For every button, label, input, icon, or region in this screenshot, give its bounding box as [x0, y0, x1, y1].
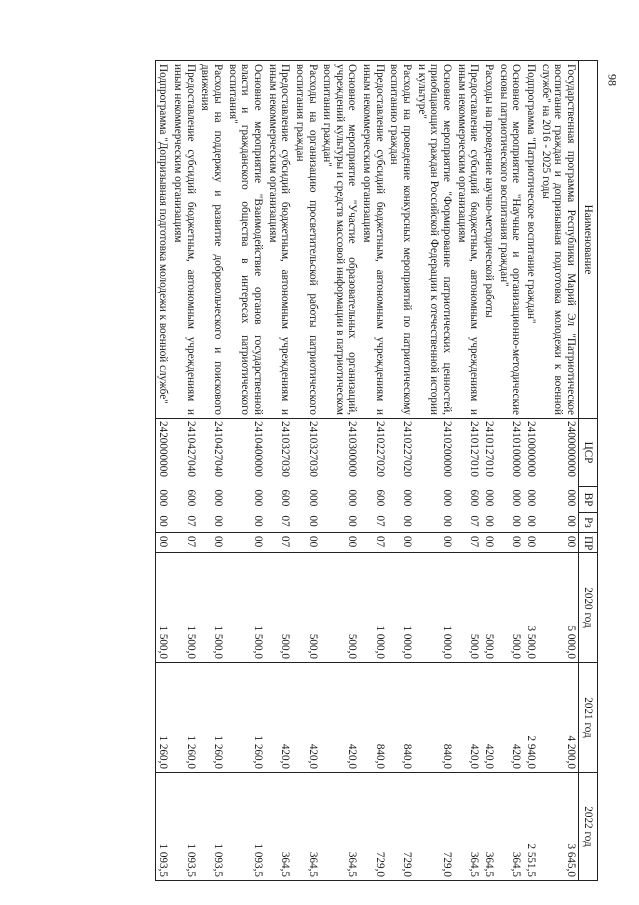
row-pr: 00	[414, 533, 454, 553]
row-csr: 2410200000	[441, 421, 454, 477]
row-vr: 000	[510, 489, 523, 507]
table-row	[320, 61, 360, 881]
row-value-2020: 1 500,0	[198, 553, 225, 663]
row-vr: 000	[211, 489, 224, 507]
row-vr: 600	[468, 489, 481, 507]
header-2020: 2020 год	[579, 553, 598, 663]
row-vr: 000	[346, 489, 359, 507]
row-pr: 00	[496, 533, 523, 553]
row-name: Расходы на проведение конкурсных мероприятий по патриотическому воспитанию граждан	[387, 61, 414, 419]
row-value-2021: 840,0	[360, 663, 387, 773]
row-value-2021: 420,0	[292, 663, 319, 773]
row-vr: 000	[441, 489, 454, 507]
row-value-2021: 1 260,0	[170, 663, 197, 773]
row-value-2020: 500,0	[496, 553, 523, 663]
row-pr: 07	[170, 533, 197, 553]
row-value-2022: 1 093,5	[170, 773, 197, 881]
row-rz: 00	[510, 515, 523, 527]
row-rz: 07	[279, 515, 292, 527]
row-name: Предоставление субсидий бюджетным, автономным учреждениям и иным некоммерческим организациям	[170, 61, 197, 419]
table-row	[454, 61, 481, 881]
header-pr: ПР	[579, 533, 598, 553]
table-row	[198, 61, 225, 881]
row-vr: 000	[306, 489, 319, 507]
row-value-2020: 500,0	[454, 553, 481, 663]
table-row	[360, 61, 387, 881]
table-body	[155, 61, 578, 881]
row-pr: 00	[225, 533, 265, 553]
budget-table	[155, 60, 598, 881]
row-pr: 00	[292, 533, 319, 553]
row-rz: 00	[483, 515, 496, 527]
row-rz: 07	[468, 515, 481, 527]
row-rz: 00	[155, 513, 170, 533]
row-value-2021: 4 200,0	[538, 663, 578, 773]
row-rz: 00	[441, 515, 454, 527]
row-value-2020: 1 000,0	[360, 553, 387, 663]
row-name: Основное мероприятие "Научные и организационно-методические основы патриотического воспитания граждан"	[496, 61, 523, 419]
row-csr: 2400000000	[565, 421, 577, 477]
row-pr: 07	[454, 533, 481, 553]
row-vr: 000	[483, 489, 496, 507]
row-value-2021: 1 260,0	[155, 663, 170, 773]
table-row	[538, 61, 578, 881]
row-value-2021: 420,0	[265, 663, 292, 773]
row-vr: 000	[525, 489, 538, 507]
row-csr: 2410100000	[510, 421, 523, 477]
table-row	[481, 61, 496, 881]
row-value-2020: 500,0	[265, 553, 292, 663]
row-csr: 2410300000	[346, 421, 359, 477]
row-value-2021: 420,0	[320, 663, 360, 773]
table-row	[387, 61, 414, 881]
header-name: Наименование	[579, 61, 598, 419]
row-rz: 07	[373, 515, 386, 527]
row-value-2020: 500,0	[481, 553, 496, 663]
header-csr: ЦСР	[579, 419, 598, 487]
row-name: Основное мероприятие "Взаимодействие органов государственной власти и гражданского общества в интересах патриотического воспитания"	[225, 61, 265, 419]
row-csr: 2410427040	[211, 421, 224, 477]
row-rz: 00	[251, 515, 264, 527]
row-value-2022: 1 093,5	[155, 773, 170, 881]
row-vr: 600	[279, 489, 292, 507]
header-vr: ВР	[579, 487, 598, 513]
row-value-2022: 364,5	[320, 773, 360, 881]
row-value-2021: 840,0	[414, 663, 454, 773]
row-csr: 2420000000	[155, 419, 170, 487]
row-name: Государственная программа Республики Марий Эл "Патриотическое воспитание граждан и допризывная подготовка молодежи к военной службе" на 2016 - 2025 годы	[538, 61, 578, 419]
row-vr: 600	[184, 489, 197, 507]
row-pr: 00	[523, 533, 538, 553]
row-value-2020: 500,0	[320, 553, 360, 663]
row-vr: 000	[251, 489, 264, 507]
row-pr: 07	[265, 533, 292, 553]
row-name: Основное мероприятие "Участие образовательных организаций, учреждений культуры и средств массовой информации в патриотическом воспитании граждан"	[320, 61, 360, 419]
row-value-2022: 364,5	[265, 773, 292, 881]
row-rz: 07	[184, 515, 197, 527]
row-csr: 2410400000	[251, 421, 264, 477]
row-pr: 00	[481, 533, 496, 553]
row-value-2022: 1 093,5	[225, 773, 265, 881]
table-row	[523, 61, 538, 881]
row-value-2020: 500,0	[292, 553, 319, 663]
row-rz: 00	[565, 515, 577, 527]
row-vr: 000	[565, 489, 577, 507]
row-rz: 00	[306, 515, 319, 527]
row-rz: 00	[525, 515, 538, 527]
header-2022: 2022 год	[579, 773, 598, 881]
row-value-2021: 840,0	[387, 663, 414, 773]
table-row	[155, 61, 170, 881]
row-value-2021: 1 260,0	[225, 663, 265, 773]
row-name: Подпрограмма "Допризывная подготовка молодежи к военной службе"	[155, 61, 170, 419]
row-vr: 000	[155, 487, 170, 513]
table-row	[225, 61, 265, 881]
header-rz: Рз	[579, 513, 598, 533]
table-row	[265, 61, 292, 881]
row-value-2020: 1 500,0	[155, 553, 170, 663]
row-csr: 2410227020	[401, 421, 414, 477]
row-vr: 600	[373, 489, 386, 507]
table-row	[170, 61, 197, 881]
row-name: Расходы на поддержку и развитие добровольческого и поискового движения	[198, 61, 225, 419]
row-value-2020: 3 500,0	[523, 553, 538, 663]
row-value-2022: 364,5	[481, 773, 496, 881]
row-vr: 000	[401, 489, 414, 507]
row-rz: 00	[211, 515, 224, 527]
row-pr: 07	[360, 533, 387, 553]
row-csr: 2410427040	[184, 421, 197, 477]
row-value-2022: 364,5	[292, 773, 319, 881]
row-value-2021: 2 940,0	[523, 663, 538, 773]
row-csr: 2410000000	[525, 421, 538, 477]
table-row	[292, 61, 319, 881]
row-value-2022: 364,5	[454, 773, 481, 881]
row-value-2021: 420,0	[454, 663, 481, 773]
row-value-2020: 1 000,0	[414, 553, 454, 663]
row-pr: 00	[320, 533, 360, 553]
row-csr: 2410227020	[373, 421, 386, 477]
row-value-2020: 1 000,0	[387, 553, 414, 663]
row-pr: 00	[155, 533, 170, 553]
table-header	[579, 61, 598, 881]
row-name: Подпрограмма "Патриотическое воспитание граждан"	[523, 61, 538, 419]
row-pr: 00	[198, 533, 225, 553]
row-value-2020: 5 000,0	[538, 553, 578, 663]
row-value-2022: 729,0	[387, 773, 414, 881]
row-csr: 2410327030	[279, 421, 292, 477]
row-name: Предоставление субсидий бюджетным, автономным учреждениям и иным некоммерческим организациям	[265, 61, 292, 419]
row-value-2022: 1 093,5	[198, 773, 225, 881]
row-name: Расходы на проведение научно-методической работы	[481, 61, 496, 419]
row-name: Основное мероприятие "Формирование патриотических ценностей, приобщающих граждан Российской Федерации к отечественной истории и культуре"	[414, 61, 454, 419]
row-value-2020: 1 500,0	[170, 553, 197, 663]
row-name: Расходы на организацию просветительской работы патриотического воспитания граждан	[292, 61, 319, 419]
row-value-2021: 420,0	[496, 663, 523, 773]
page-number: 98	[605, 74, 620, 86]
row-value-2022: 2 551,5	[523, 773, 538, 881]
table-row	[496, 61, 523, 881]
row-name: Предоставление субсидий бюджетным, автономным учреждениям и иным некоммерческим организациям	[360, 61, 387, 419]
budget-table-rotated	[53, 60, 598, 880]
row-csr: 2410127010	[468, 421, 481, 477]
row-value-2020: 1 500,0	[225, 553, 265, 663]
header-2021: 2021 год	[579, 663, 598, 773]
row-csr: 2410127010	[483, 421, 496, 477]
row-value-2022: 3 645,0	[538, 773, 578, 881]
row-rz: 00	[401, 515, 414, 527]
row-value-2021: 1 260,0	[198, 663, 225, 773]
row-value-2022: 729,0	[360, 773, 387, 881]
row-value-2021: 420,0	[481, 663, 496, 773]
row-value-2022: 364,5	[496, 773, 523, 881]
row-pr: 00	[387, 533, 414, 553]
row-value-2022: 729,0	[414, 773, 454, 881]
row-csr: 2410327030	[306, 421, 319, 477]
table-row	[414, 61, 454, 881]
row-pr: 00	[538, 533, 578, 553]
row-name: Предоставление субсидий бюджетным, автономным учреждениям и иным некоммерческим организациям	[454, 61, 481, 419]
row-rz: 00	[346, 515, 359, 527]
